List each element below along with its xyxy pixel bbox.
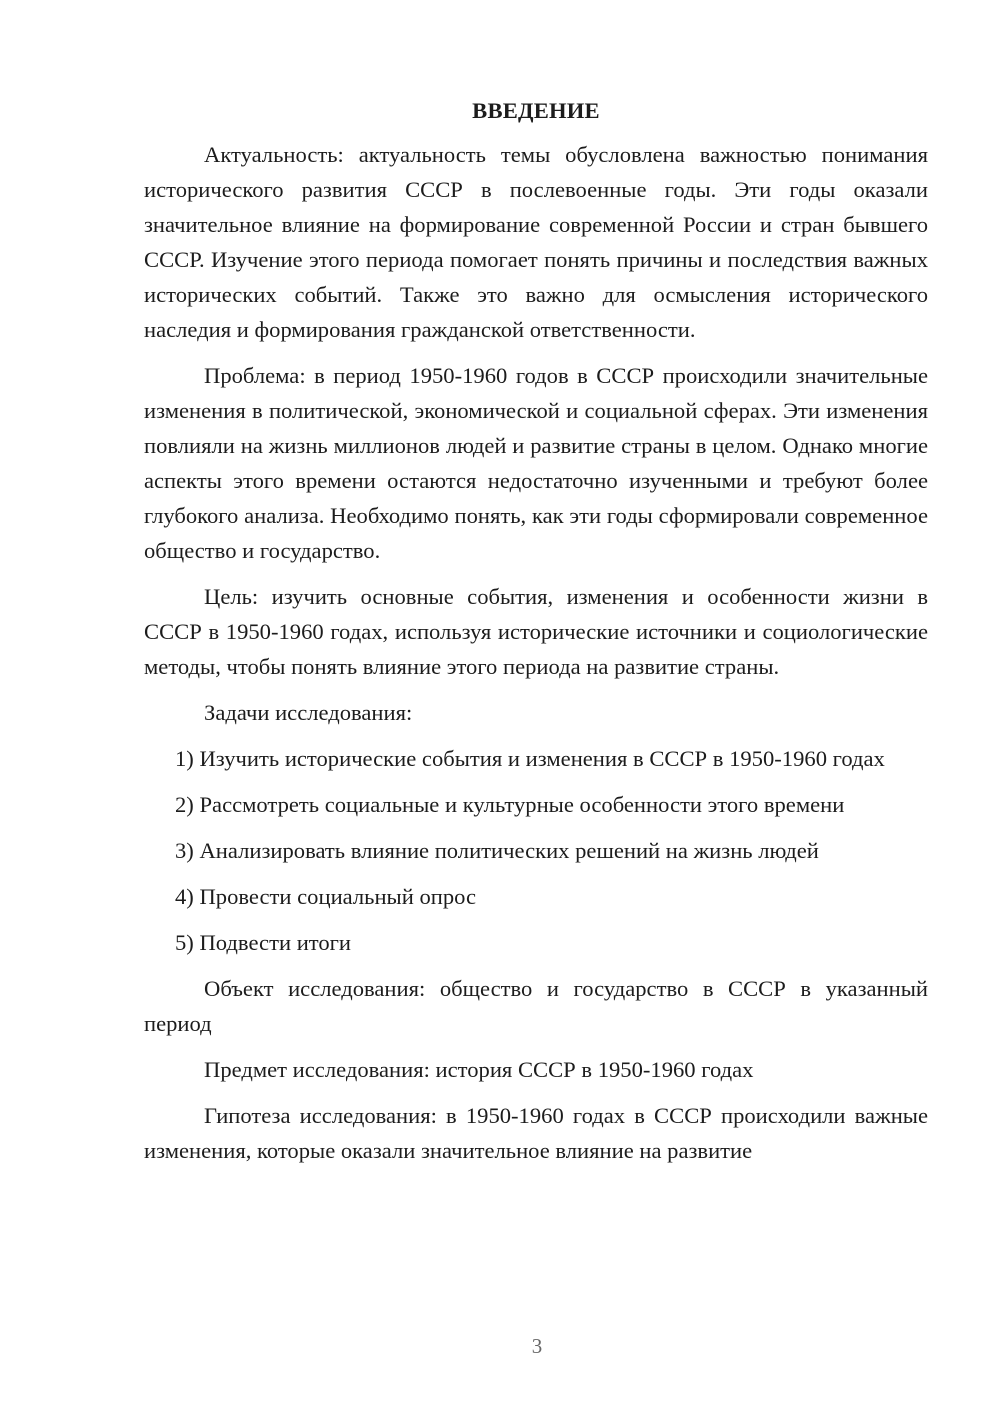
paragraph-hypothesis: Гипотеза исследования: в 1950-1960 годах в СССР происходили важные изменения, которые оказали значительное влияние на развитие [144, 1103, 928, 1163]
task-item: 4) Провести социальный опрос [175, 884, 477, 909]
tasks-heading: Задачи исследования: [204, 700, 413, 725]
paragraph-problem: Проблема: в период 1950-1960 годов в СССР происходили значительные изменения в политической, экономической и социальной сферах. Эти изменения повлияли на жизнь миллионов людей и развитие страны в целом. Однако многие аспекты этого времени остаются недостаточно изученными и требуют более глубокого анализа. Необходимо понять, как эти годы сформировали современное общество и государство. [144, 363, 928, 563]
paragraph-object: Объект исследования: общество и государство в СССР в указанный период [144, 976, 928, 1036]
page-content [144, 96, 928, 1179]
paragraph-subject: Предмет исследования: история СССР в 1950-1960 годах [204, 1057, 754, 1082]
paragraph-goal: Цель: изучить основные события, изменения и особенности жизни в СССР в 1950-1960 годах, используя исторические источники и социологические методы, чтобы понять влияние этого периода на развитие страны. [144, 584, 928, 679]
page-number: 3 [531, 1334, 543, 1358]
section-title: ВВЕДЕНИЕ [472, 98, 600, 123]
paragraph-relevance: Актуальность: актуальность темы обусловлена важностью понимания исторического развития СССР в послевоенные годы. Эти годы оказали значительное влияние на формирование современной России и стран бывшего СССР. Изучение этого периода помогает понять причины и последствия важных исторических событий. Также это важно для осмысления исторического наследия и формирования гражданской ответственности. [144, 142, 928, 342]
task-item: 5) Подвести итоги [175, 930, 352, 955]
task-item: 2) Рассмотреть социальные и культурные особенности этого времени [175, 792, 845, 817]
task-item: 3) Анализировать влияние политических решений на жизнь людей [175, 838, 819, 863]
task-item: 1) Изучить исторические события и изменения в СССР в 1950-1960 годах [175, 746, 885, 771]
